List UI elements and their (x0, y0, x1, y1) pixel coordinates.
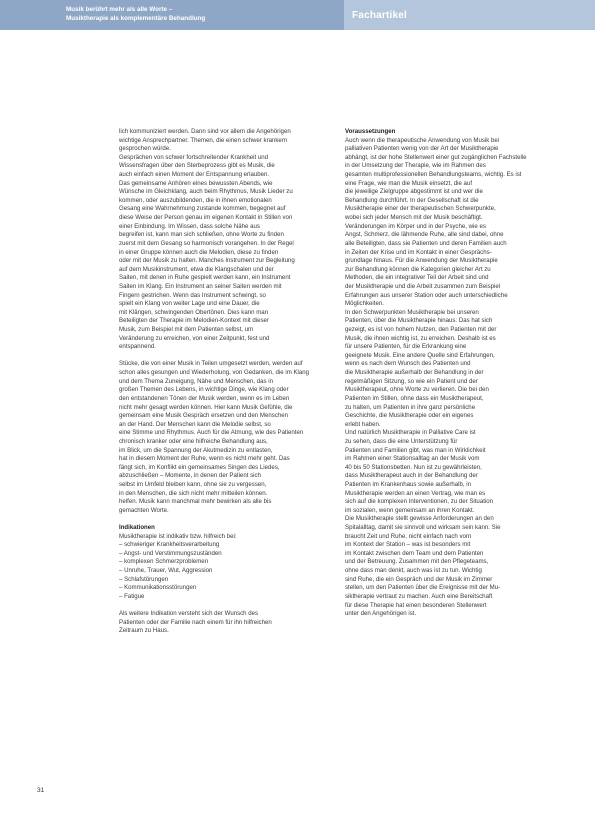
indication-list-item: – komplexen Schmerzproblemen (119, 558, 209, 566)
body-text-line: begreifen ist, kann man sich schließen, ohne Worte zu finden (119, 231, 284, 239)
indication-list-item: – Fatigue (119, 592, 145, 600)
body-text-line: oder mit der Musik zu halten. Manches Instrument zur Begleitung (119, 257, 295, 265)
header-bar (0, 0, 595, 30)
body-text-line: fängt sich, im Konflikt ein gemeinsames Singen des Liedes, (119, 463, 280, 471)
body-text-line: in Zeiten der Krise und im Kontakt in einer Gesprächs- (345, 248, 492, 256)
body-text-line: lich kommuniziert werden. Dann sind vor allem die Angehörigen (119, 128, 291, 135)
body-text-line: selbst im Umfeld bleiben kann, ohne sie zu vergessen, (119, 480, 267, 488)
body-text-line: auf dem Musikinstrument, etwa die Klangschalen und der (119, 265, 274, 273)
body-text-line: wobei sich jeder Mensch mit der Musik beschäftigt. (345, 214, 483, 222)
body-text-line: palliativen Patienten wenig von der Art der Musiktherapie (345, 145, 499, 153)
body-text-line: abzuschließen – Momente, in denen der Patient sich (119, 472, 261, 480)
body-text-line: auch einfach einen Moment der Entspannung erlauben. (119, 171, 270, 179)
body-text-line: helfen. Musik kann manchmal mehr bewirken als alle bis (119, 498, 272, 506)
body-text-line: gesprochen würde. (119, 145, 171, 153)
paragraph-gap (119, 352, 334, 361)
body-text-line: im Rahmen einer Stationsalltag an der Musik vom (345, 455, 480, 463)
body-text-line: einer Einbindung. Im Wissen, dass solche Nähe aus (119, 222, 260, 230)
body-text-line: den entstandenen Tönen der Musik werden, wenn es im Leben (119, 394, 290, 402)
body-text-line: Fingern gestrichen. Wenn das Instrument schwingt, so (119, 291, 266, 299)
body-text-line: Das gemeinsame Anhören eines bewussten Abends, wie (119, 179, 273, 187)
body-text-line: Patienten im Krankenhaus sowie außerhalb, in (345, 480, 472, 488)
body-text-line: die jeweilige Zielgruppe abgestimmt ist und wer die (345, 188, 483, 196)
body-text-line: chronisch kranker oder eine hilfreiche Behandlung aus, (119, 437, 268, 445)
body-text-line: abhängt, ist der hohe Stellenwert einer gut zugänglichen Fachstelle (345, 153, 527, 161)
prerequisites-heading: Voraussetzungen (345, 128, 396, 135)
body-text-line: Zeitraum zu Haus. (119, 627, 169, 635)
body-text-line: Musiktherapie werden an einen Vertrag, wie man es (345, 489, 486, 497)
section-tag: Fachartikel (352, 10, 408, 21)
indication-list-item: – Angst- und Verstimmungszuständen (119, 549, 222, 557)
body-text-line: zu halten, um Patienten in ihre ganz persönliche (345, 403, 476, 411)
body-text-line: Patienten, über die Musiktherapie hinaus: Das hat sich (345, 317, 493, 325)
body-text-line: In den Schwerpunkten Musiktherapie bei unseren (345, 308, 479, 316)
body-text-line: kommen, oder auszubildenden, die in ihnen emotionalen (119, 196, 272, 204)
body-text-line: und dem Thema Zuneigung, Nähe und Menschen, das in (119, 377, 274, 385)
body-text-line: zu sehen, dass die eine Unterstützung für (345, 437, 458, 445)
body-text-line: hat in diesem Moment der Ruhe, wenn es nicht mehr geht. Das (119, 455, 290, 463)
body-text-line: stellen, um den Patienten über die Ereignisse mit der Mu- (345, 584, 501, 592)
body-text-line: ohne dass man denkt, auch was ist zu tun. Wichtig (345, 567, 482, 575)
body-text-line: Veränderung zu erreichen, von einer Zeitpunkt, fest und (119, 334, 270, 342)
body-text-line: dass Musiktherapeut auch in der Behandlung der (345, 472, 478, 480)
paragraph-gap (119, 602, 334, 611)
body-text-line: Geschichte, die Musiktherapie oder ein eigenes (345, 412, 474, 420)
paragraph-gap (119, 515, 334, 524)
body-text-line: zuerst mit dem Gesang so harmonisch vorangehen. In der Regel (119, 239, 294, 247)
body-text-line: Patienten im Stillen, ohne dass ein Musiktherapeut, (345, 394, 484, 402)
body-text-line: und der Betreuung. Zusammen mit den Pflegeteams, (345, 558, 489, 566)
header-section-band (344, 0, 595, 30)
body-text-line: Stücke, die von einer Musik in Teilen umgesetzt werden, werden auf (119, 360, 303, 368)
body-text-line: in einer Gruppe können auch die Melodien, diese zu finden (119, 248, 279, 256)
body-text-line: im Blick, um die Spannung der Akutmedizin zu entlasten, (119, 446, 273, 454)
body-text-line: zur Behandlung können die Kategorien gleicher Art zu (345, 265, 491, 273)
body-text-line: unter den Angehörigen ist. (345, 610, 417, 618)
indication-list-item: – Schlafstörungen (119, 575, 169, 583)
header-title-band (0, 0, 344, 30)
body-text-line: nicht mehr gesagt werden können. Hier kann Musik Gefühle, die (119, 403, 293, 411)
body-text-line: erlebt haben. (345, 420, 381, 428)
body-text-line: braucht Zeit und Ruhe, nicht einfach nach vorn (345, 532, 472, 540)
body-text-line: gemachten Worte. (119, 506, 169, 514)
body-text-line: im sozialen, wenn gemeinsam an ihren Kontakt. (345, 506, 475, 514)
body-text-line: schon alles gesungen und Wiederholung, von Gedanken, die im Klang (119, 369, 310, 377)
body-text-line: die Musiktherapie außerhalb der Behandlung in der (345, 369, 484, 377)
body-text-line: Gesprächen von schwer fortschreitender Krankheit und (119, 153, 269, 161)
body-text-line: Musiktherapeut, ohne Worte zu verlieren. Die bei den (345, 386, 489, 394)
body-text-line: an der Hand. Der Menschen kann die Melodie selbst, so (119, 420, 271, 428)
body-text-line: eine Stimme und Rhythmus. Auch für die Atmung, wie des Patienten (119, 429, 304, 437)
body-text-line: Die Musiktherapie stellt gewisse Anforderungen an den (345, 515, 494, 523)
body-text-line: Angst, Schmerz, die lähmende Ruhe, alle sind dabei, ohne (345, 231, 504, 239)
body-text-line: regelmäßigen Sitzung, so wie ein Patient und der (345, 377, 478, 385)
body-text-line: wenn es nach dem Wunsch des Patienten und (345, 360, 471, 368)
body-text-line: Veränderungen im Körper und in der Psyche, wie es (345, 222, 486, 230)
body-text-line: Musik, zum Beispiel mit dem Patienten selbst, um (119, 326, 254, 334)
indication-list-item: – schwieriger Krankheitsverarbeitung (119, 541, 220, 549)
body-text-line: der Musiktherapie und die Arbeit zusammen zum Beispiel (345, 282, 501, 290)
body-text-line: sind Ruhe, die ein Gespräch und der Musik im Zimmer (345, 575, 493, 583)
body-text-line: Saiten im Klang. Ein Instrument an seiner Saiten werden mit (119, 282, 282, 290)
body-text-line: Patienten oder der Familie nach einem für ihn hilfreichen (119, 618, 272, 626)
indication-list-item: – Kommunikationsstörungen (119, 584, 197, 592)
body-text-line: gemeinsam eine Musik Gespräch ersetzen und den Menschen (119, 412, 289, 420)
body-text-line: für diese Therapie hat einen besonderen Stellenwert (345, 601, 487, 609)
body-text-line: Möglichkeiten. (345, 300, 384, 308)
body-text-line: Patienten und Familien gibt, was man in Wirklichkeit (345, 446, 486, 454)
body-text-line: sich auf die komplexen Interventionen, zu der Situation (345, 498, 494, 506)
body-text-line: in den Menschen, die sich nicht mehr mitteilen können. (119, 489, 268, 497)
indications-heading: Indikationen (119, 524, 155, 532)
body-text-line: wichtige Ansprechpartner. Themen, die einen schwer krankem (119, 136, 287, 144)
body-text-line: Behandlung durchführt. In der Gesellschaft ist die (345, 196, 479, 204)
body-text-line: Als weitere Indikation versteht sich der Wunsch des (119, 610, 259, 618)
body-text-line: Spitalalltag, damit sie sinnvoll und wirksam sein kann. Sie (345, 524, 501, 532)
right-column (345, 128, 557, 619)
header-title-line-1: Musik berührt mehr als alle Worte – (66, 6, 173, 13)
body-text-line: großen Themen des Lebens, in wichtige Dinge, wie Klang oder (119, 386, 289, 394)
body-text-line: Auch wenn die therapeutische Anwendung von Musik bei (345, 136, 500, 144)
body-text-line: gesamten multiprofessionellen Behandlungsteams, wichtig. Es ist (345, 171, 522, 179)
body-text-line: Musik, die ihnen wichtig ist, zu erreichen. Deshalb ist es (345, 334, 496, 342)
left-column (119, 128, 334, 636)
header-title-line-2: Musiktherapie als komplementäre Behandlung (66, 15, 206, 22)
body-text-line: in der Umsetzung der Therapie, wie im Rahmen des (345, 162, 486, 170)
body-text-line: Und natürlich Musiktherapie in Palliative Care ist (345, 429, 476, 437)
body-text-line: entspannend. (119, 343, 156, 351)
body-text-line: Wissensfragen über den Sterbeprozess gibt es Musik, die (119, 162, 275, 170)
body-text-line: im Kontext der Station – was ist besonders mit (345, 541, 471, 549)
body-text-line: Wünsche im Gleichklang, auch beim Rhythmus, Musik Lieder zu (119, 188, 293, 196)
body-text-line: Gesang eine Wahrnehmung zustande kommen, begegnet auf (119, 205, 286, 213)
body-text-line: siktherapie vertraut zu machen. Auch eine Bereitschaft (345, 592, 493, 600)
body-text-line: Saiten, mit denen in Ruhe gespielt werden kann, ein Instrument (119, 274, 291, 282)
indication-list-item: – Unruhe, Trauer, Wut, Aggression (119, 567, 213, 575)
body-text-line: Methoden, die ein integrativer Teil der Arbeit sind und (345, 274, 489, 282)
body-text-line: für unsere Patienten, für die Erkrankung eine (345, 343, 467, 351)
body-text-line: diese Weise der Person genau im eigenen Kontakt in Stillen von (119, 214, 293, 222)
body-text-line: 40 bis 50 Stationsbetten. Nun ist zu gewährleisten, (345, 463, 482, 471)
body-text-line: im Kontakt zwischen dem Team und dem Patienten (345, 549, 484, 557)
page-number: 31 (37, 787, 45, 794)
body-text-line: eine Frage, wie man die Musik einsetzt, die auf (345, 179, 473, 187)
body-text-line: mit Klängen, schwingenden Obertönen. Dies kann man (119, 308, 269, 316)
body-text-line: Erfahrungen aus unserer Station oder auch unterschiedliche (345, 291, 508, 299)
body-text-line: Musiktherapie einer der therapeutischen Schwerpunkte, (345, 205, 496, 213)
body-text-line: gezeigt, es ist von hohem Nutzen, den Patienten mit der (345, 326, 497, 334)
indications-intro: Musiktherapie ist indikativ bzw. hilfreich bei: (119, 532, 237, 540)
body-text-line: Beteiligten der Therapie im Melodien-Kontext mit dieser (119, 317, 269, 325)
body-text-line: grundlage hinaus. Für die Anwendung der Musiktherapie (345, 257, 498, 265)
body-text-line: geeignete Musik. Eine andere Quelle sind Erfahrungen, (345, 351, 495, 359)
body-text-line: spielt ein Klang von weiter Lage und eine Dauer, die (119, 300, 260, 308)
body-text-line: alle Beteiligten, dass sie Patienten und deren Familien auch (345, 239, 507, 247)
